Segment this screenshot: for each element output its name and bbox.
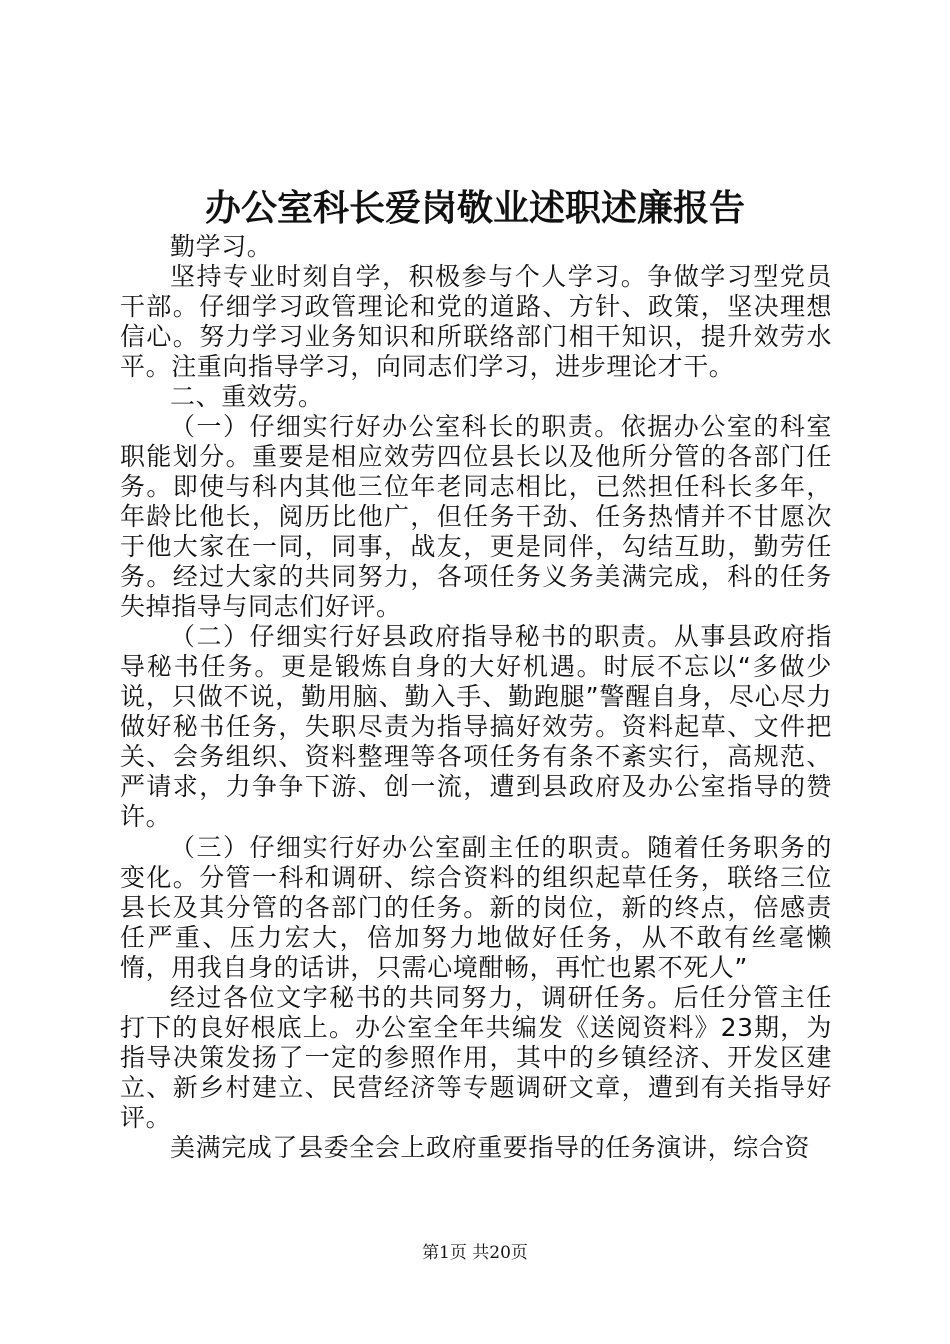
paragraph-study-content: 坚持专业时刻自学，积极参与个人学习。争做学习型党员干部。仔细学习政管理论和党的道路、方针、政策，坚决理想信心。努力学习业务知识和所联络部门相干知识，提升效劳水平。注重向指导学习，向同志们学习，进步理论才干。 [120,262,832,381]
document-title: 办公室科长爱岗敬业述职述廉报告 [204,187,745,229]
paragraph-section-one: （一）仔细实行好办公室科长的职责。依据办公室的科室职能划分。重要是相应效劳四位县长以及他所分管的各部门任务。即使与科内其他三位年老同志相比，已然担任科长多年，年龄比他长，阅历比他广，但任务干劲、任务热情并不甘愿次于他大家在一同，同事，战友，更是同伴，勾结互助，勤劳任务。经过大家的共同努力，各项任务义务美满完成，科的任务失掉指导与同志们好评。 [120,412,832,621]
paragraph-completion: 美满完成了县委全会上政府重要指导的任务演讲，综合资 [170,1133,811,1162]
paragraph-service-heading: 二、重效劳。 [170,382,324,411]
paragraph-study-heading: 勤学习。 [170,232,273,261]
paragraph-research: 经过各位文字秘书的共同努力，调研任务。后任分管主任打下的良好根底上。办公室全年共编发《送阅资料》23期，为指导决策发扬了一定的参照作用，其中的乡镇经济、开发区建立、新乡村建立、民营经济等专题调研文章，遭到有关指导好评。 [120,983,832,1132]
paragraph-section-two: （二）仔细实行好县政府指导秘书的职责。从事县政府指导秘书任务。更是锻炼自身的大好机遇。时辰不忘以“多做少说，只做不说，勤用脑、勤入手、勤跑腿”警醒自身，尽心尽力做好秘书任务，失职尽责为指导搞好效劳。资料起草、文件把关、会务组织、资料整理等各项任务有条不紊实行，高规范、严请求，力争争下游、创一流，遭到县政府及办公室指导的赞许。 [120,622,832,831]
paragraph-section-three: （三）仔细实行好办公室副主任的职责。随着任务职务的变化。分管一科和调研、综合资料的组织起草任务，联络三位县长及其分管的各部门的任务。新的岗位，新的终点，倍感责任严重、压力宏大，倍加努力地做好任务，从不敢有丝毫懒惰，用我自身的话讲，只需心境酣畅，再忙也累不死人” [120,833,832,982]
document-body [120,232,832,1163]
page-footer: 第1页 共20页 [422,1243,528,1263]
